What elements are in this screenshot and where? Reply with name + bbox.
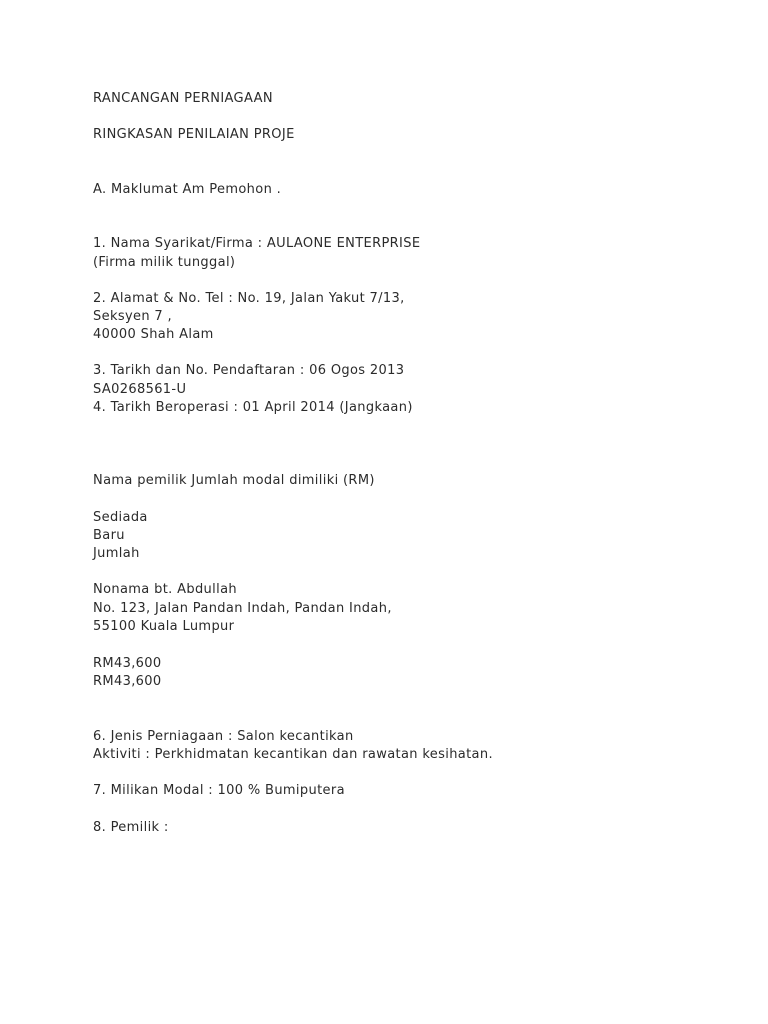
item3-registration-date: 3. Tarikh dan No. Pendaftaran : 06 Ogos 2013 bbox=[93, 363, 405, 378]
capital-total-label: Jumlah bbox=[93, 546, 140, 561]
owner-address-line2: 55100 Kuala Lumpur bbox=[93, 619, 235, 634]
capital-amount-1: RM43,600 bbox=[93, 656, 162, 671]
item1-company-type: (Firma milik tunggal) bbox=[93, 255, 236, 270]
item1-company-name: 1. Nama Syarikat/Firma : AULAONE ENTERPRISE bbox=[93, 236, 421, 251]
capital-amount-2: RM43,600 bbox=[93, 674, 162, 689]
document-title: RANCANGAN PERNIAGAAN bbox=[93, 91, 273, 106]
item8-owner-label: 8. Pemilik : bbox=[93, 820, 169, 835]
owner-address-line1: No. 123, Jalan Pandan Indah, Pandan Indah, bbox=[93, 601, 392, 616]
item2-address-line1: 2. Alamat & No. Tel : No. 19, Jalan Yakut 7/13, bbox=[93, 291, 405, 306]
item7-capital-ownership: 7. Milikan Modal : 100 % Bumiputera bbox=[93, 783, 345, 798]
capital-new-label: Baru bbox=[93, 528, 125, 543]
item2-address-line2: Seksyen 7 , bbox=[93, 309, 172, 324]
document-subtitle: RINGKASAN PENILAIAN PROJE bbox=[93, 127, 295, 142]
owner-name: Nonama bt. Abdullah bbox=[93, 582, 237, 597]
item6-business-type: 6. Jenis Perniagaan : Salon kecantikan bbox=[93, 729, 354, 744]
item3-registration-number: SA0268561-U bbox=[93, 382, 187, 397]
section-a-heading: A. Maklumat Am Pemohon . bbox=[93, 182, 282, 197]
item2-address-line3: 40000 Shah Alam bbox=[93, 327, 214, 342]
capital-existing-label: Sediada bbox=[93, 510, 148, 525]
owner-table-header: Nama pemilik Jumlah modal dimiliki (RM) bbox=[93, 473, 375, 488]
item4-operation-date: 4. Tarikh Beroperasi : 01 April 2014 (Jangkaan) bbox=[93, 400, 413, 415]
item6-activity: Aktiviti : Perkhidmatan kecantikan dan rawatan kesihatan. bbox=[93, 747, 493, 762]
